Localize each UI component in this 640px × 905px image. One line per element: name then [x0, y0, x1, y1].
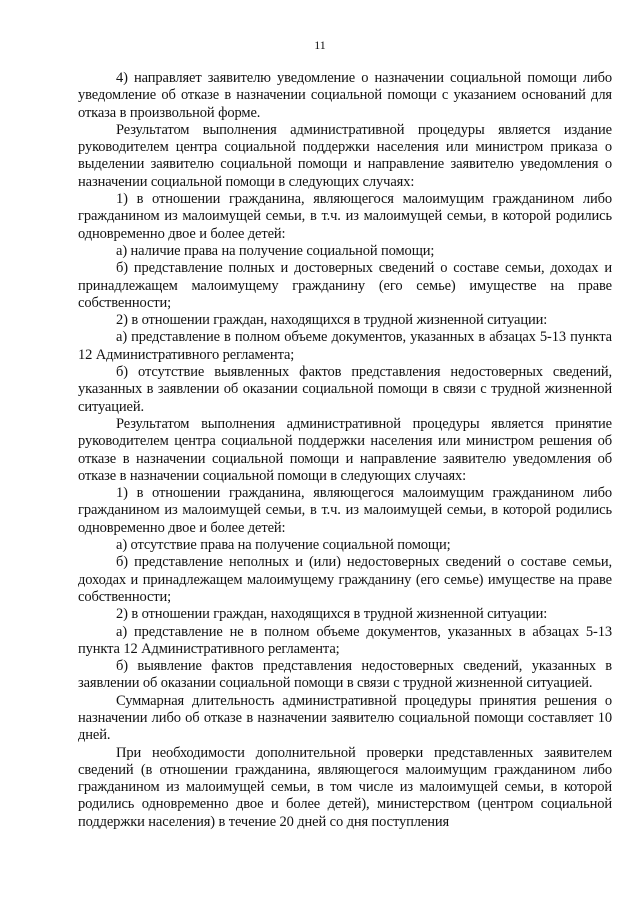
paragraph-17: При необходимости дополнительной проверки представленных заявителем сведений (в отношении гражданина, являющегося малоимущим гражданином либо гражданином из малоимущей семьи, в том числе из малоимущей семьи, в которой родились одновременно двое и более детей), министерством (центром социальной поддержки населения) в течение 20 дней со дня поступления	[78, 744, 612, 830]
paragraph-16: Суммарная длительность административной процедуры принятия решения о назначении либо об отказе в назначении заявителю социальной помощи составляет 10 дней.	[78, 692, 612, 744]
paragraph-4: а) наличие права на получение социальной помощи;	[116, 242, 435, 259]
paragraph-1: 4) направляет заявителю уведомление о назначении социальной помощи либо уведомление об отказе в назначении социальной помощи с указанием оснований для отказа в произвольной форме.	[78, 70, 612, 121]
paragraph-8: б) отсутствие выявленных фактов представления недостоверных сведений, указанных в заявлении об оказании социальной помощи в связи с трудной жизненной ситуацией.	[78, 364, 612, 415]
page-number: 11	[314, 38, 326, 52]
paragraph-7: а) представление в полном объеме документов, указанных в абзацах 5-13 пункта 12 Административного регламента;	[78, 329, 612, 363]
paragraph-14: а) представление не в полном объеме документов, указанных в абзацах 5-13 пункта 12 Административного регламента;	[78, 623, 612, 657]
paragraph-13: 2) в отношении граждан, находящихся в трудной жизненной ситуации:	[116, 606, 548, 623]
paragraph-12: б) представление неполных и (или) недостоверных сведений о составе семьи, доходах и принадлежащем малоимущему гражданину (его семье) имуществе на праве собственности;	[78, 554, 612, 605]
paragraph-5: б) представление полных и достоверных сведений о составе семьи, доходах и принадлежащем малоимущему гражданину (его семье) имуществе на праве собственности;	[78, 260, 612, 311]
paragraph-6: 2) в отношении граждан, находящихся в трудной жизненной ситуации:	[116, 312, 548, 329]
document-body	[78, 70, 612, 831]
paragraph-11: а) отсутствие права на получение социальной помощи;	[116, 537, 451, 554]
paragraph-9: Результатом выполнения административной процедуры является принятие руководителем центра социальной поддержки населения или министром решения об отказе в назначении социальной помощи и направление заявителю уведомления об отказе в назначении социальной помощи в следующих случаях:	[78, 415, 612, 484]
paragraph-2: Результатом выполнения административной процедуры является издание руководителем центра социальной поддержки населения или министром приказа о выделении заявителю социальной помощи и направление заявителю уведомления о назначении социальной помощи в следующих случаях:	[78, 121, 612, 190]
paragraph-3: 1) в отношении гражданина, являющегося малоимущим гражданином либо гражданином из малоимущей семьи, в т.ч. из малоимущей семьи, в которой родились одновременно двое и более детей:	[78, 191, 612, 242]
paragraph-15: б) выявление фактов представления недостоверных сведений, указанных в заявлении об оказании социальной помощи в связи с трудной жизненной ситуацией.	[78, 658, 612, 692]
paragraph-10: 1) в отношении гражданина, являющегося малоимущим гражданином либо гражданином из малоимущей семьи, в т.ч. из малоимущей семьи, в которой родились одновременно двое и более детей:	[78, 485, 612, 536]
